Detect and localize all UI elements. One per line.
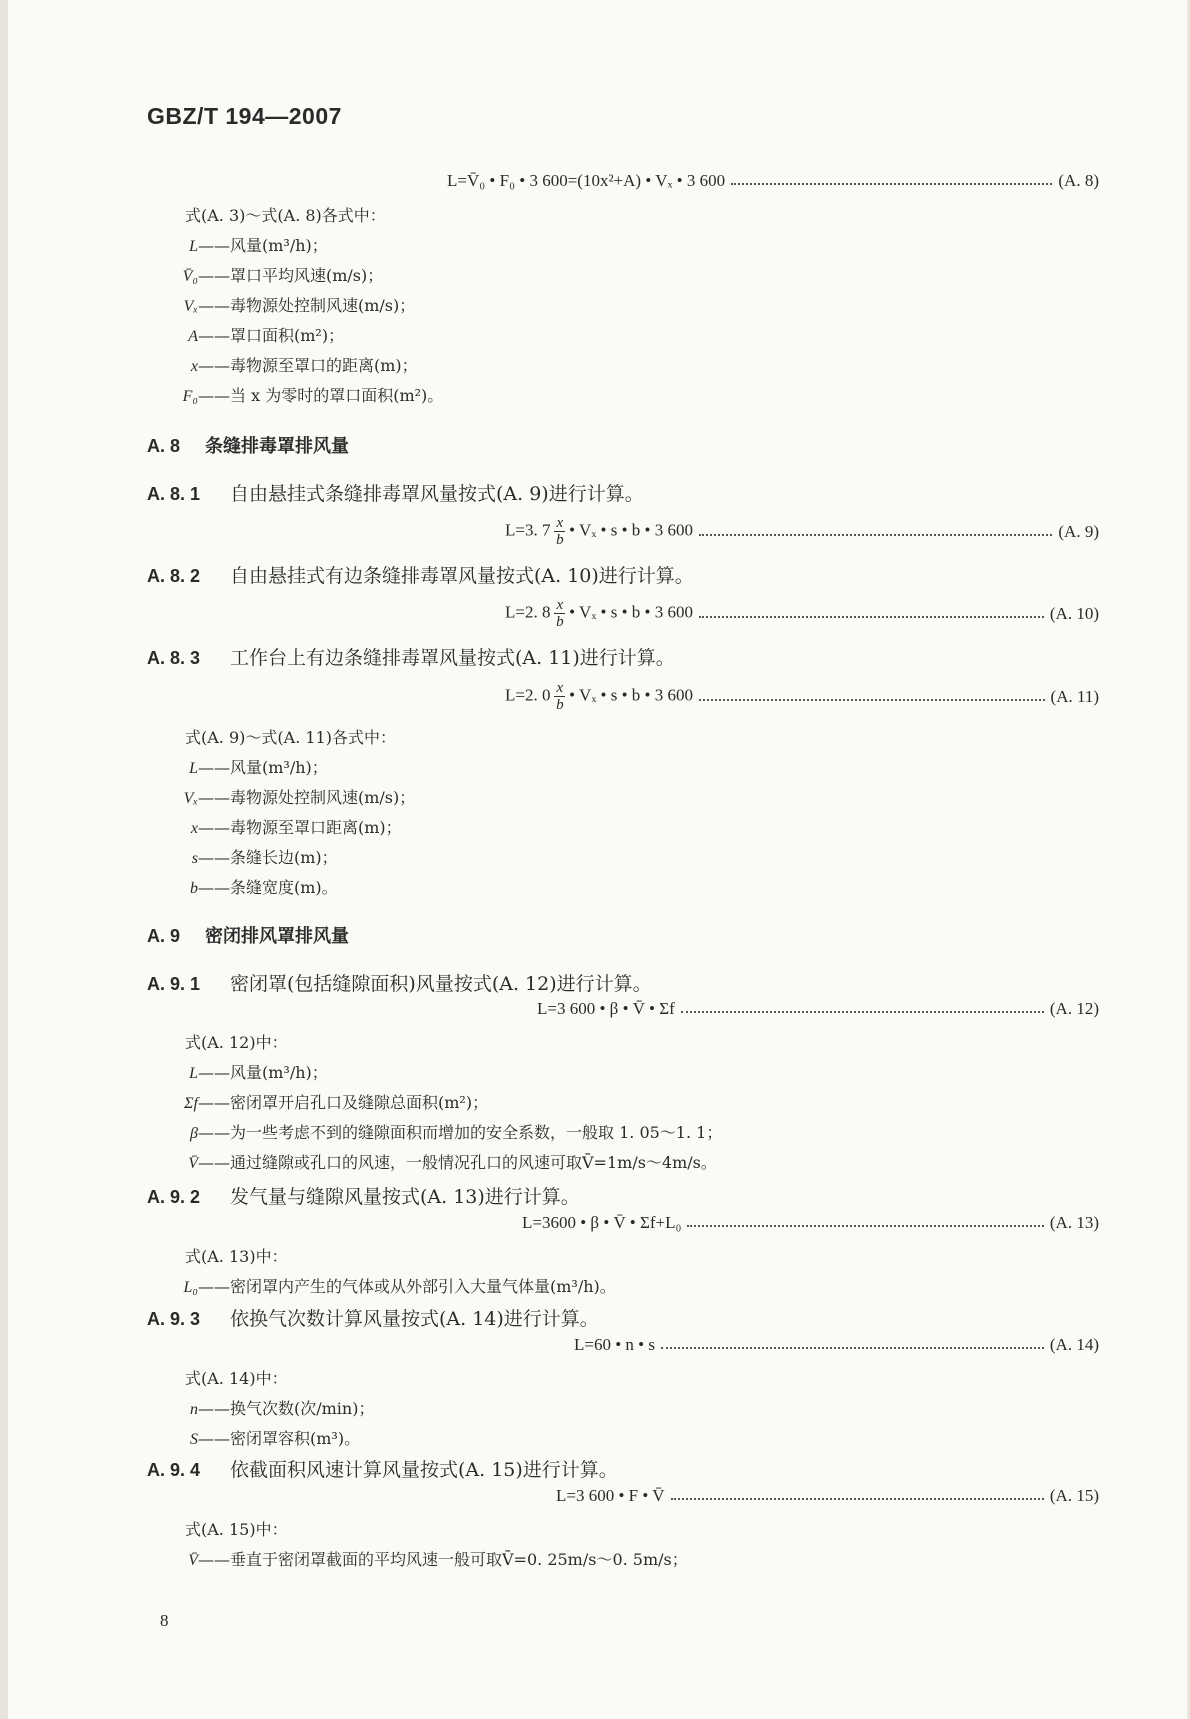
clause-number: A. 9. 2 xyxy=(147,1187,201,1207)
definition-text: ——通过缝隙或孔口的风速，一般情况孔口的风速可取V̄=1m/s～4m/s。 xyxy=(198,1153,717,1172)
definition-text: ——密闭罩开启孔口及缝隙总面积(m²)； xyxy=(198,1093,489,1112)
definition-text: ——毒物源至罩口的距离(m)； xyxy=(198,356,418,375)
equation-a8 xyxy=(447,171,1099,191)
symbol: F₀ xyxy=(182,388,198,405)
where-clause: 式(A. 15)中： xyxy=(185,1520,288,1539)
equation-a14 xyxy=(574,1335,1099,1355)
definition-text: ——风量(m³/h)； xyxy=(198,1063,328,1082)
symbol: Σf xyxy=(184,1095,198,1112)
definition-item xyxy=(150,815,402,838)
equation-number: (A. 9) xyxy=(1058,521,1099,541)
symbol: V̄ xyxy=(188,1552,198,1569)
symbol: s xyxy=(191,850,198,867)
clause-a9-4 xyxy=(147,1455,618,1482)
where-clause: 式(A. 9)～式(A. 11)各式中： xyxy=(185,728,396,747)
clause-number: A. 9. 3 xyxy=(147,1309,201,1329)
definition-item xyxy=(150,875,338,898)
definition-item xyxy=(150,1547,688,1570)
equation-expression: L=3600 • β • V̄ • Σf+L₀ xyxy=(522,1213,682,1232)
symbol: L xyxy=(189,760,198,777)
section-title: 密闭排风罩排风量 xyxy=(205,926,349,946)
symbol: V̄ xyxy=(188,1155,198,1172)
clause-number: A. 8. 1 xyxy=(147,484,201,504)
equation-number: (A. 12) xyxy=(1049,999,1099,1018)
clause-number: A. 8. 3 xyxy=(147,648,201,668)
equation-number: (A. 8) xyxy=(1058,171,1099,190)
leader-dots xyxy=(699,534,1052,536)
section-heading-a8 xyxy=(147,432,349,458)
clause-a9-3 xyxy=(147,1304,599,1331)
clause-a8-1 xyxy=(147,479,644,506)
page-number: 8 xyxy=(160,1611,169,1630)
equation-number: (A. 14) xyxy=(1049,1335,1099,1354)
clause-a8-3 xyxy=(147,643,675,670)
definition-item xyxy=(150,233,328,256)
leader-dots xyxy=(699,699,1045,701)
definition-item xyxy=(150,755,328,778)
definition-item xyxy=(150,1426,360,1449)
where-clause: 式(A. 12)中： xyxy=(185,1033,288,1052)
equation-number: (A. 15) xyxy=(1049,1486,1099,1505)
equation-expression: L=3 600 • β • V̄ • Σf xyxy=(537,999,675,1018)
definition-text: ——罩口面积(m²)； xyxy=(198,326,345,345)
leader-dots xyxy=(671,1498,1044,1500)
definition-text: ——换气次数(次/min)； xyxy=(198,1399,375,1418)
clause-text: 工作台上有边条缝排毒罩风量按式(A. 11)进行计算。 xyxy=(230,647,675,669)
definition-text: ——风量(m³/h)； xyxy=(198,758,328,777)
clause-number: A. 9. 4 xyxy=(147,1460,201,1480)
symbol: n xyxy=(190,1401,198,1418)
equation-a10 xyxy=(505,597,1099,630)
leader-dots xyxy=(731,183,1052,185)
clause-a9-1 xyxy=(147,969,652,996)
leader-dots xyxy=(699,616,1044,618)
symbol: b xyxy=(190,880,198,897)
definition-text: ——风量(m³/h)； xyxy=(198,236,328,255)
symbol: Vₓ xyxy=(183,298,198,315)
definition-item xyxy=(150,1060,328,1083)
definition-text: ——毒物源处控制风速(m/s)； xyxy=(198,296,416,315)
clause-text: 密闭罩(包括缝隙面积)风量按式(A. 12)进行计算。 xyxy=(230,973,652,995)
standard-code: GBZ/T 194—2007 xyxy=(147,103,342,129)
clause-text: 依换气次数计算风量按式(A. 14)进行计算。 xyxy=(230,1308,599,1330)
leader-dots xyxy=(661,1347,1044,1349)
fraction: $\frac{x}{b}$ xyxy=(556,680,564,713)
definition-item xyxy=(150,263,383,286)
section-number: A. 8 xyxy=(147,436,181,456)
clause-text: 发气量与缝隙风量按式(A. 13)进行计算。 xyxy=(230,1186,580,1208)
definition-text: ——条缝宽度(m)。 xyxy=(198,878,338,897)
where-clause: 式(A. 13)中： xyxy=(185,1247,288,1266)
equation-number: (A. 10) xyxy=(1049,603,1099,623)
definition-item xyxy=(150,383,443,406)
definition-text: ——当 x 为零时的罩口面积(m²)。 xyxy=(198,386,444,405)
definition-text: ——密闭罩容积(m³)。 xyxy=(198,1429,361,1448)
equation-expression: L=3. 7 $\frac{x}{b}$ • Vₓ • s • b • 3 600 xyxy=(505,515,693,548)
equation-a11 xyxy=(505,680,1099,713)
symbol: A xyxy=(188,328,198,345)
symbol: L xyxy=(189,238,198,255)
equation-expression: L=V̄₀ • F₀ • 3 600=(10x²+A) • Vₓ • 3 600 xyxy=(447,171,726,190)
leader-dots xyxy=(681,1011,1044,1013)
symbol: L₀ xyxy=(183,1279,198,1296)
definition-text: ——毒物源处控制风速(m/s)； xyxy=(198,788,416,807)
symbol: Vₓ xyxy=(183,790,198,807)
definition-text: ——密闭罩内产生的气体或从外部引入大量气体量(m³/h)。 xyxy=(198,1277,616,1296)
definition-item xyxy=(150,1090,488,1113)
equation-a15 xyxy=(556,1486,1099,1506)
definition-text: ——罩口平均风速(m/s)； xyxy=(198,266,384,285)
symbol: β xyxy=(190,1125,198,1142)
symbol: V̄₀ xyxy=(182,268,198,285)
where-clause: 式(A. 14)中： xyxy=(185,1369,288,1388)
clause-a9-2 xyxy=(147,1182,580,1209)
definition-item xyxy=(150,293,415,316)
definition-item xyxy=(150,1150,717,1173)
definition-text: ——条缝长边(m)； xyxy=(198,848,338,867)
equation-expression: L=2. 8 $\frac{x}{b}$ • Vₓ • s • b • 3 600 xyxy=(505,597,693,630)
definition-item xyxy=(150,1120,722,1143)
leader-dots xyxy=(687,1225,1043,1227)
clause-number: A. 8. 2 xyxy=(147,566,201,586)
clause-text: 自由悬挂式有边条缝排毒罩风量按式(A. 10)进行计算。 xyxy=(230,565,694,587)
section-number: A. 9 xyxy=(147,926,181,946)
definition-text: ——垂直于密闭罩截面的平均风速一般可取V̄=0. 25m/s～0. 5m/s； xyxy=(198,1550,688,1569)
where-clause: 式(A. 3)～式(A. 8)各式中： xyxy=(185,206,386,225)
equation-number: (A. 11) xyxy=(1050,686,1099,706)
equation-number: (A. 13) xyxy=(1049,1213,1099,1232)
section-title: 条缝排毒罩排风量 xyxy=(205,436,349,456)
definition-item xyxy=(150,785,415,808)
symbol: x xyxy=(190,358,198,375)
clause-text: 自由悬挂式条缝排毒罩风量按式(A. 9)进行计算。 xyxy=(230,483,644,505)
symbol: L xyxy=(189,1065,198,1082)
clause-text: 依截面积风速计算风量按式(A. 15)进行计算。 xyxy=(230,1459,618,1481)
symbol: x xyxy=(190,820,198,837)
fraction: $\frac{x}{b}$ xyxy=(556,515,564,548)
clause-number: A. 9. 1 xyxy=(147,974,201,994)
section-heading-a9 xyxy=(147,922,349,948)
equation-a13 xyxy=(522,1213,1099,1233)
equation-expression: L=3 600 • F • V̄ xyxy=(556,1486,665,1505)
definition-item xyxy=(150,323,344,346)
definition-item xyxy=(150,353,418,376)
definition-item xyxy=(150,1396,374,1419)
definition-item xyxy=(150,845,338,868)
fraction: $\frac{x}{b}$ xyxy=(556,597,564,630)
equation-a12 xyxy=(537,999,1099,1019)
definition-text: ——为一些考虑不到的缝隙面积而增加的安全系数，一般取 1. 05～1. 1； xyxy=(198,1123,723,1142)
symbol: S xyxy=(190,1431,198,1448)
equation-a9 xyxy=(505,515,1099,548)
equation-expression: L=2. 0 $\frac{x}{b}$ • Vₓ • s • b • 3 600 xyxy=(505,680,693,713)
clause-a8-2 xyxy=(147,561,694,588)
definition-text: ——毒物源至罩口距离(m)； xyxy=(198,818,402,837)
definition-item xyxy=(150,1274,616,1297)
equation-expression: L=60 • n • s xyxy=(574,1335,655,1354)
